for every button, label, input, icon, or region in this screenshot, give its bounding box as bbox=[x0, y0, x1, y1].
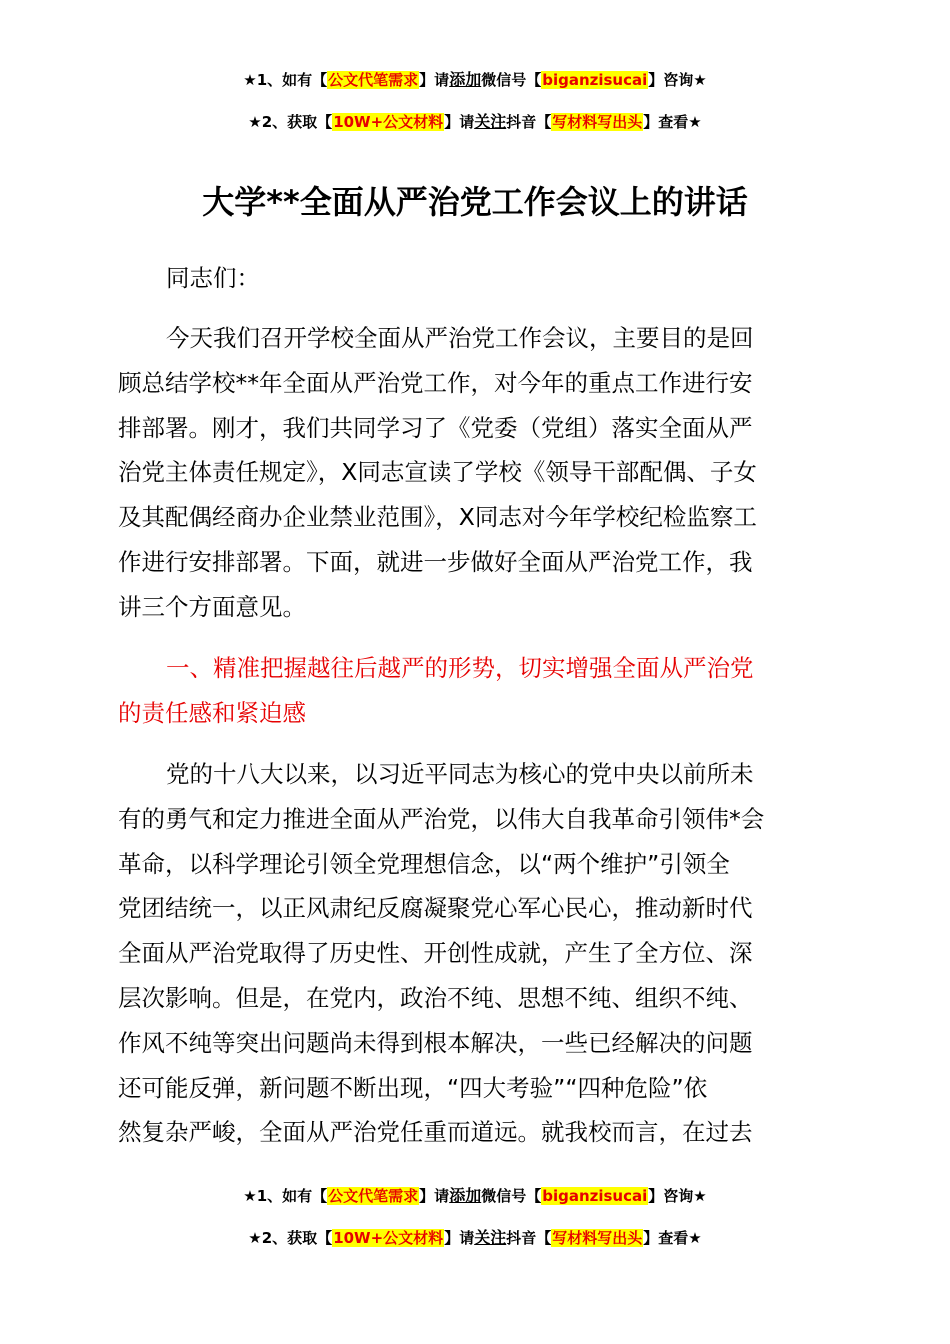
banner-text: ★1、如有【 bbox=[243, 71, 328, 89]
banner-text: 微信号【 bbox=[481, 71, 542, 89]
banner-text: 抖音【 bbox=[506, 1229, 552, 1247]
banner-text: 】请 bbox=[444, 1229, 475, 1247]
banner-text: 】查看★ bbox=[643, 113, 702, 131]
highlight-wechat-id: biganzisucai bbox=[542, 1187, 648, 1205]
text-line: 讲三个方面意见。 bbox=[118, 592, 306, 621]
text-line: 然复杂严峻，全面从严治党任重而道远。就我校而言，在过去 bbox=[118, 1118, 753, 1147]
text-line: 革命，以科学理论引领全党理想信念，以“两个维护”引领全 bbox=[118, 849, 730, 878]
highlight-douyin: 写材料写出头 bbox=[552, 113, 643, 131]
text-line: 及其配偶经商办企业禁业范围》，X同志对今年学校纪检监察工 bbox=[118, 503, 757, 532]
banner-text: 微信号【 bbox=[481, 1187, 542, 1205]
text-line: 还可能反弹，新问题不断出现，“四大考验”“四种危险”依 bbox=[118, 1073, 708, 1102]
highlight-materials: 10W+公文材料 bbox=[333, 113, 444, 131]
banner-line-2-top bbox=[0, 112, 950, 132]
section-heading-1 bbox=[118, 646, 832, 736]
banner-text: 】查看★ bbox=[643, 1229, 702, 1247]
banner-text: 】请 bbox=[444, 113, 475, 131]
underlined-text: 添加 bbox=[449, 70, 482, 89]
text-line: 作进行安排部署。下面，就进一步做好全面从严治党工作，我 bbox=[118, 547, 753, 576]
paragraph-1 bbox=[118, 316, 832, 630]
text-line: 排部署。刚才，我们共同学习了《党委（党组）落实全面从严 bbox=[118, 413, 753, 442]
banner-line-1-bottom bbox=[0, 1186, 950, 1206]
highlight-douyin: 写材料写出头 bbox=[552, 1229, 643, 1247]
banner-text: ★1、如有【 bbox=[243, 1187, 328, 1205]
banner-text: 】请 bbox=[419, 71, 450, 89]
text-line: 党团结统一，以正风肃纪反腐凝聚党心军心民心，推动新时代 bbox=[118, 894, 753, 923]
text-line: 全面从严治党取得了历史性、开创性成就，产生了全方位、深 bbox=[118, 939, 753, 968]
banner-text: 】请 bbox=[419, 1187, 450, 1205]
banner-text: 抖音【 bbox=[506, 113, 552, 131]
underlined-text: 关注 bbox=[474, 112, 507, 131]
heading-line: 一、精准把握越往后越严的形势，切实增强全面从严治党 bbox=[166, 654, 754, 682]
text-line: 党的十八大以来，以习近平同志为核心的党中央以前所未 bbox=[166, 760, 754, 788]
text-line: 顾总结学校**年全面从严治党工作，对今年的重点工作进行安 bbox=[118, 368, 753, 397]
banner-text: 】咨询★ bbox=[648, 71, 707, 89]
banner-line-2-bottom bbox=[0, 1228, 950, 1248]
text-line: 今天我们召开学校全面从严治党工作会议，主要目的是回 bbox=[166, 324, 754, 352]
highlight-materials: 10W+公文材料 bbox=[333, 1229, 444, 1247]
highlight-service: 公文代笔需求 bbox=[328, 71, 419, 89]
paragraph-2 bbox=[118, 752, 832, 1155]
banner-text: ★2、获取【 bbox=[248, 1229, 333, 1247]
banner-text: ★2、获取【 bbox=[248, 113, 333, 131]
text-line: 层次影响。但是，在党内，政治不纯、思想不纯、组织不纯、 bbox=[118, 983, 753, 1012]
greeting-text: 同志们： bbox=[166, 264, 260, 292]
text-line: 治党主体责任规定》，X同志宣读了学校《领导干部配偶、子女 bbox=[118, 458, 757, 487]
underlined-text: 添加 bbox=[449, 1186, 482, 1205]
greeting bbox=[118, 256, 832, 301]
underlined-text: 关注 bbox=[474, 1228, 507, 1247]
text-line: 作风不纯等突出问题尚未得到根本解决，一些已经解决的问题 bbox=[118, 1028, 753, 1057]
document-title: 大学**全面从严治党工作会议上的讲话 bbox=[202, 183, 748, 221]
banner-line-1-top bbox=[0, 70, 950, 90]
highlight-wechat-id: biganzisucai bbox=[542, 71, 648, 89]
banner-text: 】咨询★ bbox=[648, 1187, 707, 1205]
text-line: 有的勇气和定力推进全面从严治党，以伟大自我革命引领伟*会 bbox=[118, 804, 765, 833]
heading-line: 的责任感和紧迫感 bbox=[118, 698, 306, 727]
highlight-service: 公文代笔需求 bbox=[328, 1187, 419, 1205]
